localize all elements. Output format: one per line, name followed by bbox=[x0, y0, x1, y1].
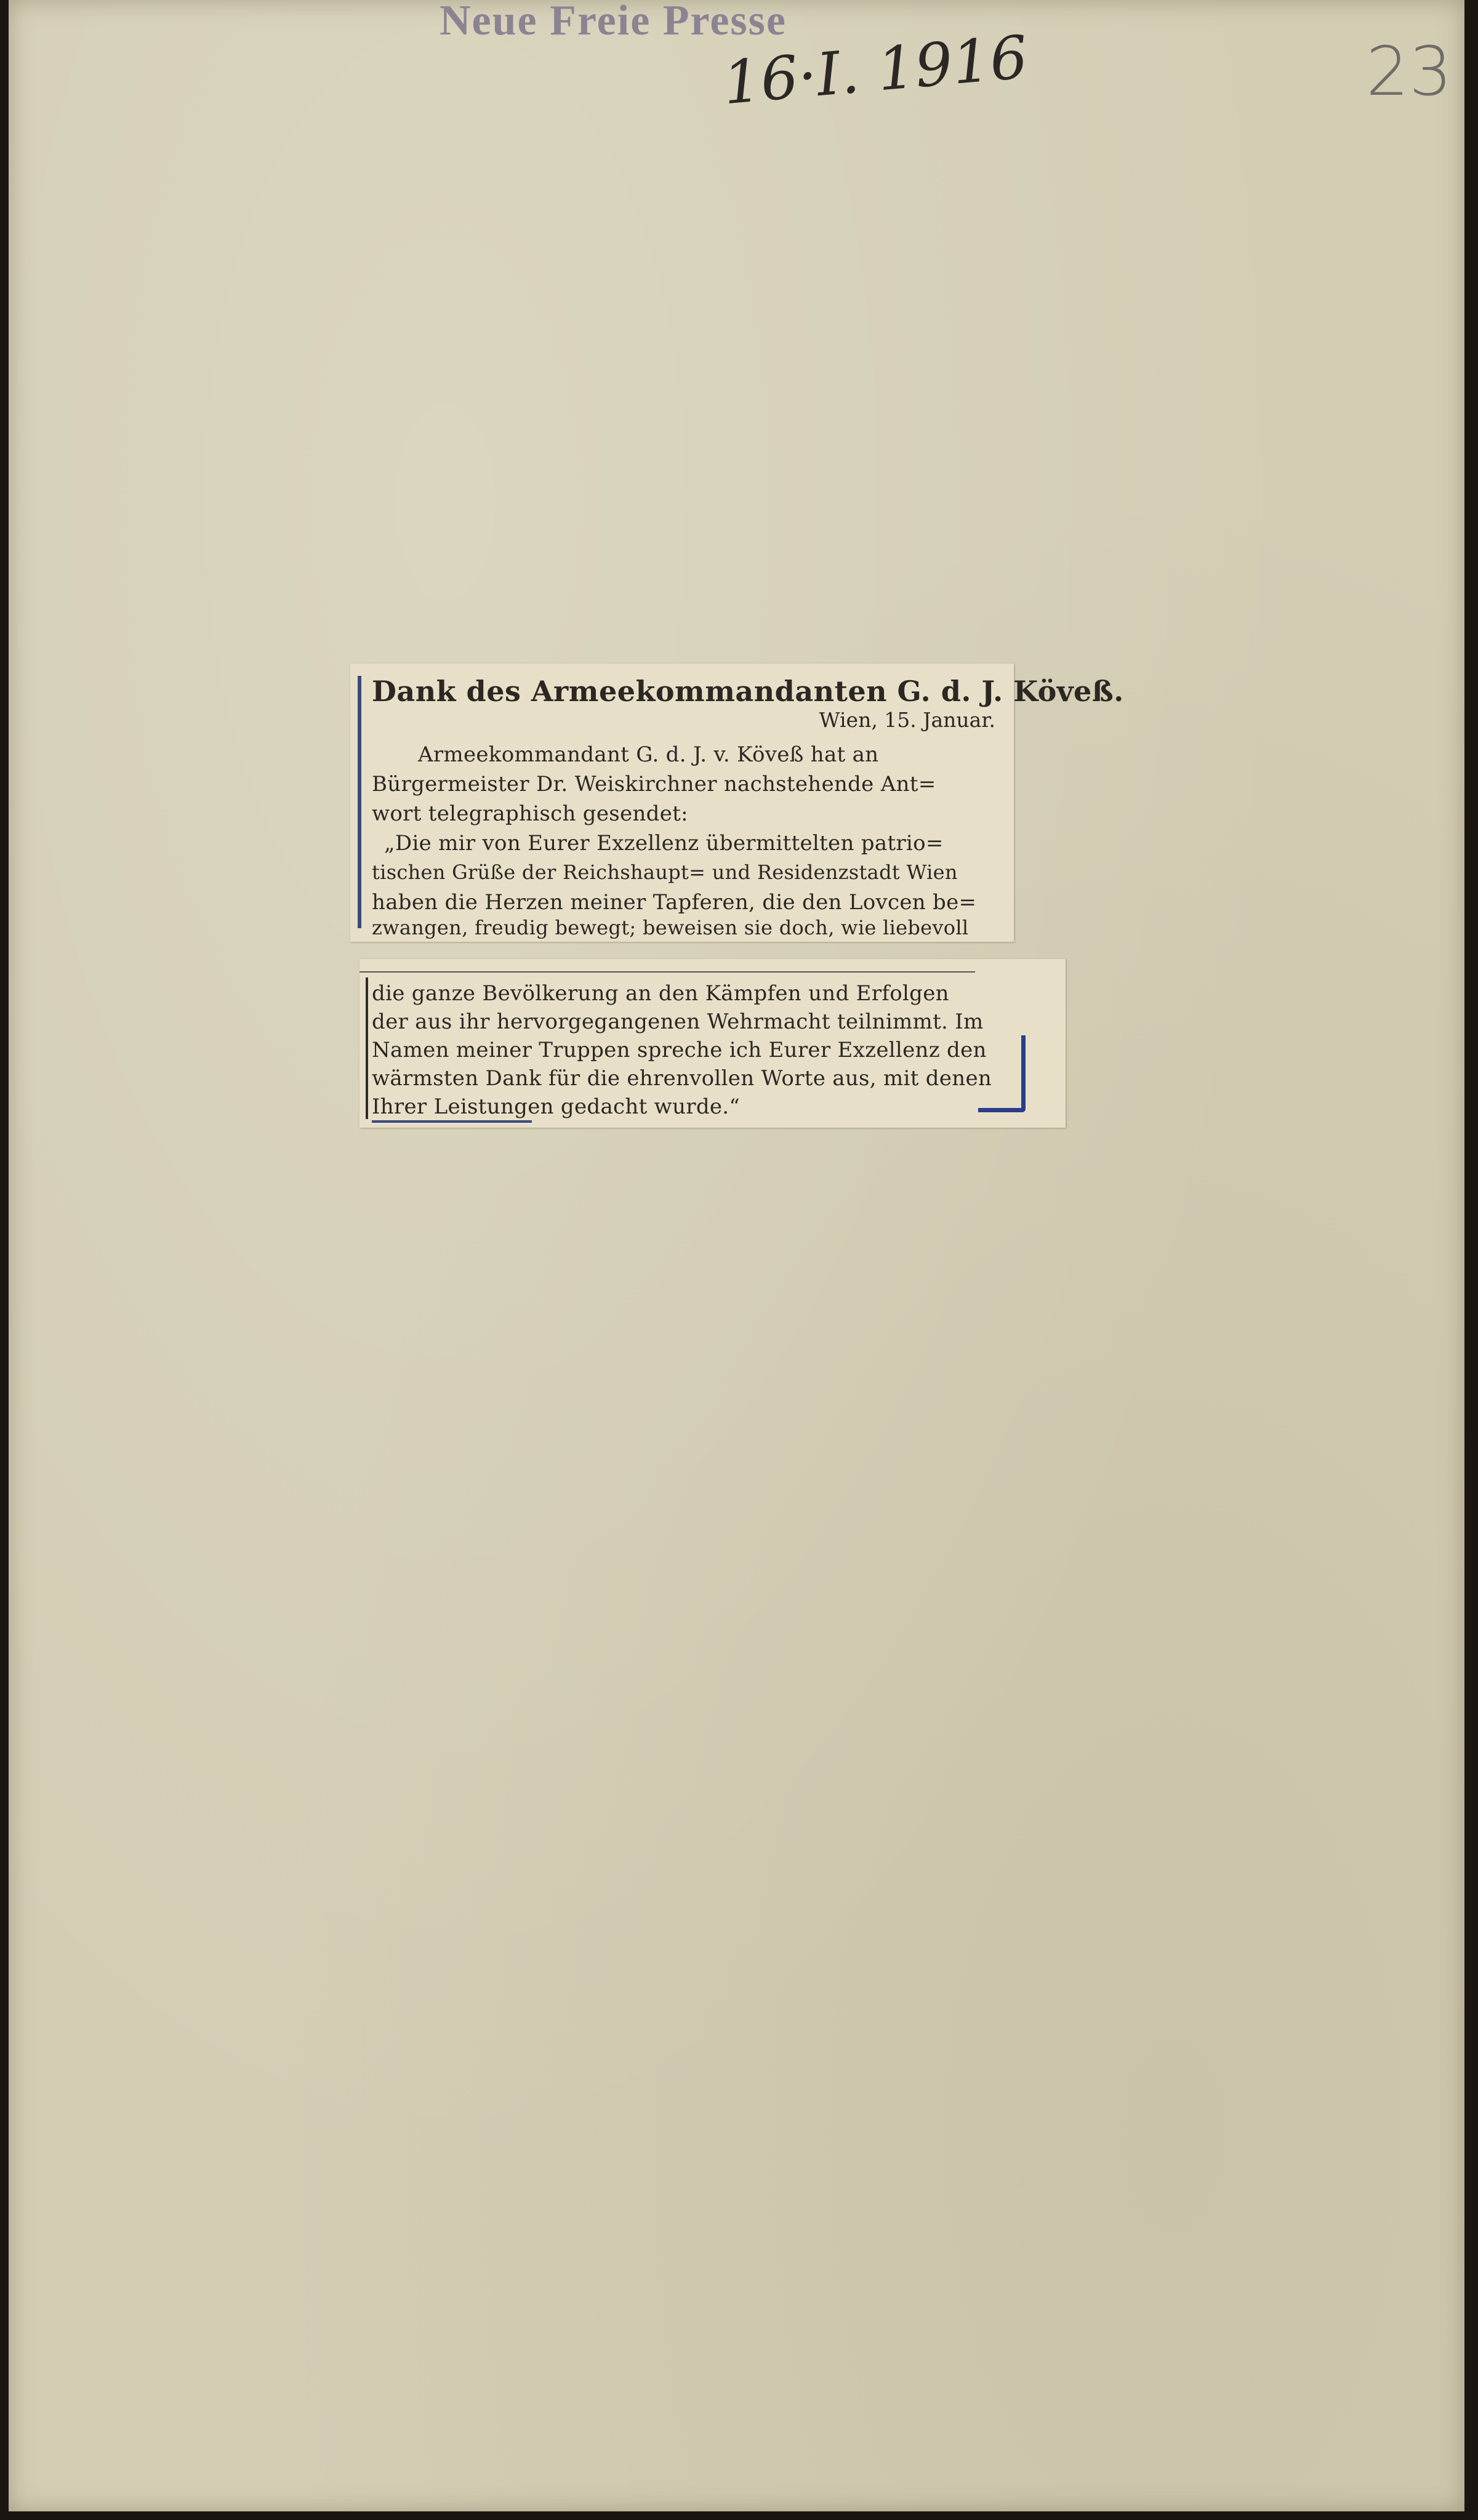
article-line: „Die mir von Eurer Exzellenz übermittelten patrio= bbox=[384, 831, 944, 856]
archive-page bbox=[9, 0, 1464, 2511]
article-line: der aus ihr hervorgegangenen Wehrmacht teilnimmt. Im bbox=[372, 1009, 984, 1034]
article-line: zwangen, freudig bewegt; beweisen sie doch, wie liebevoll bbox=[372, 916, 969, 939]
article-line: Bürgermeister Dr. Weiskirchner nachstehende Ant= bbox=[372, 772, 936, 797]
newspaper-clipping-part-2 bbox=[359, 959, 1066, 1128]
clipping-rule bbox=[359, 971, 975, 973]
article-dateline: Wien, 15. Januar. bbox=[819, 708, 995, 732]
handwritten-date: 16·I. 1916 bbox=[720, 22, 1030, 118]
article-line: Armeekommandant G. d. J. v. Köveß hat an bbox=[418, 742, 879, 767]
article-line: wärmsten Dank für die ehrenvollen Worte aus, mit denen bbox=[372, 1066, 992, 1091]
clipping-rule bbox=[372, 1120, 532, 1123]
blue-pencil-bracket-mark bbox=[978, 1035, 1026, 1112]
article-line: Namen meiner Truppen spreche ich Eurer Exzellenz den bbox=[372, 1038, 987, 1062]
article-line: wort telegraphisch gesendet: bbox=[372, 801, 688, 826]
folio-number: 23 bbox=[1366, 32, 1452, 111]
article-line: die ganze Bevölkerung an den Kämpfen und Erfolgen bbox=[372, 981, 949, 1006]
newspaper-stamp: Neue Freie Presse bbox=[440, 0, 787, 44]
newspaper-clipping-part-1 bbox=[350, 664, 1124, 942]
article-headline: Dank des Armeekommandanten G. d. J. Köveß. bbox=[372, 675, 1124, 708]
clipping-edge-line bbox=[358, 676, 361, 928]
article-line: haben die Herzen meiner Tapferen, die den Lovcen be= bbox=[372, 890, 977, 915]
article-line: tischen Grüße der Reichshaupt= und Residenzstadt Wien bbox=[372, 861, 958, 884]
article-line: Ihrer Leistungen gedacht wurde.“ bbox=[372, 1094, 741, 1119]
clipping-edge-line bbox=[366, 977, 368, 1119]
